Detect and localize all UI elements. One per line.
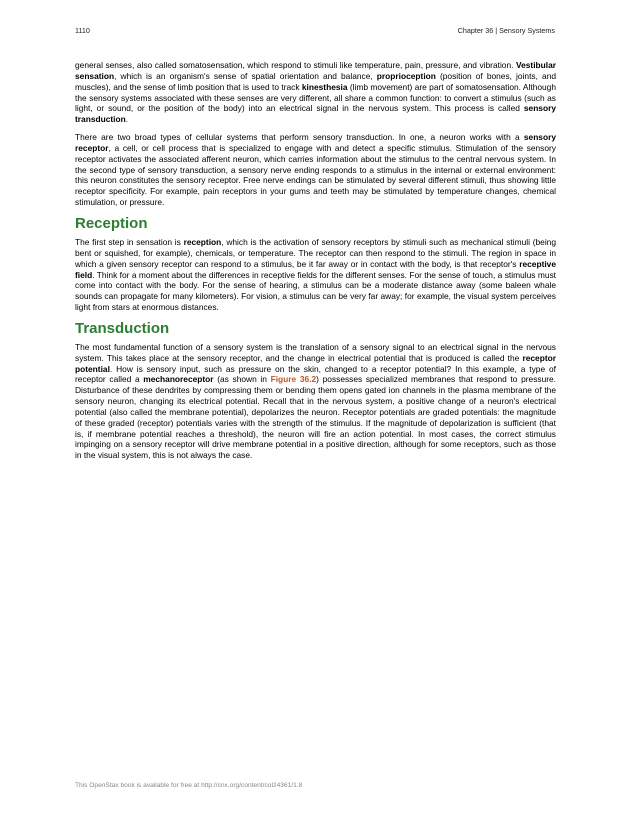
text-run: The most fundamental function of a sensory system is the translation of a sensory signal to an electrical signal in the nervous system. This takes place at the sensory receptor, and the change in electrical potential that is produced is called the [75,341,556,363]
term-sensory-transduction: sensory transduction [75,103,556,125]
text-run: . [125,114,129,125]
term-proprioception: proprioception [376,70,436,81]
text-run: . How is sensory input, such as pressure on the skin, changed to a receptor potential? In this example, a type of receptor called a [75,363,556,385]
text-run: ) possesses specialized membranes that respond to pressure. Disturbance of these dendrites by compressing them or bending them opens gated ion channels in the plasma membrane of the sensory neuron, changing its electrical potential. Recall that in the nervous system, a positive change of a neuron's electrical potential (also called the membrane potential), depolarizes the neuron. Receptor potentials are graded potentials: the magnitude of these graded (receptor) potentials varies with the strength of the stimulus. If the magnitude of depolarization is sufficient (that is, if membrane potential reaches a threshold), the neuron will fire an action potential. In most cases, the correct stimulus impinging on a sensory receptor will drive membrane potential in a positive direction, although for some receptors, such as those in the visual system, this is not always the case. [75,374,556,461]
section-heading-reception: Reception [75,214,148,232]
transduction-paragraph [75,342,556,461]
term-mechanoreceptor: mechanoreceptor [143,374,214,385]
figure-36-2-link[interactable]: Figure 36.2 [270,374,317,385]
text-run: (position of bones, joints, and muscles), and the sense of limb position that is used to track [75,70,557,92]
page-footer: This OpenStax book is available for free at http://cnx.org/content/col24361/1.8 [75,782,303,789]
text-run: (limb movement) are part of somatosensation. Although the sensory systems associated with these senses are very different, all share a common function: to convert a stimulus (such as light, or sound, or the position of the body) into an electrical signal in the nervous system. This process is called [75,81,556,114]
term-kinesthesia: kinesthesia [301,81,348,92]
intro-paragraph-1 [75,60,556,125]
main-content [75,60,556,468]
text-run: , which is an organism's sense of spatial orientation and balance, [114,70,377,81]
intro-paragraph-2 [75,132,556,208]
term-receptive-field: receptive field [75,258,556,280]
text-run: . Think for a moment about the differences in receptive fields for the different senses. For the sense of touch, a stimulus must come into contact with the body. For the sense of hearing, a stimulus can be a moderate distance away (some baleen whale sounds can propagate for many kilometers). For vision, a stimulus can be very far away; for example, the visual system perceives light from stars at enormous distances. [75,269,556,313]
text-run: The first step in sensation is [75,236,184,247]
text-run: general senses, also called somatosensation, which respond to stimuli like temperature, pain, pressure, and vibration. [75,60,516,70]
text-run: There are two broad types of cellular systems that perform sensory transduction. In one, a neuron works with a [75,132,524,143]
term-sensory-receptor: sensory receptor [75,132,556,153]
page-number: 1110 [75,26,90,35]
term-receptor-potential: receptor potential [75,352,556,374]
term-reception: reception [183,236,222,247]
term-vestibular-sensation: Vestibular sensation [75,60,556,81]
section-heading-transduction: Transduction [75,319,170,337]
chapter-title: Chapter 36 | Sensory Systems [457,26,555,35]
reception-paragraph [75,237,556,313]
text-run: , which is the activation of sensory receptors by stimuli such as mechanical stimuli (being bent or squished, for example), chemicals, or temperature. The receptor can then respond to the stimuli. The region in space in which a given sensory receptor can respond to a stimulus, be it far away or in contact with the body, is that receptor's [75,236,557,269]
text-run: , a cell, or cell process that is specialized to engage with and detect a specific stimulus. Stimulation of the sensory receptor activates the associated afferent neuron, which carries information about the stimulus to the central nervous system. In the second type of sensory transduction, a sensory nerve ending responds to a stimulus in the internal or external environment: this neuron constitutes the sensory receptor. Free nerve endings can be stimulated by several different stimuli, thus showing little receptor specificity. For example, pain receptors in your gums and teeth may be stimulated by temperature changes, chemical stimulation, or pressure. [75,142,556,208]
text-run: (as shown in [213,374,271,385]
